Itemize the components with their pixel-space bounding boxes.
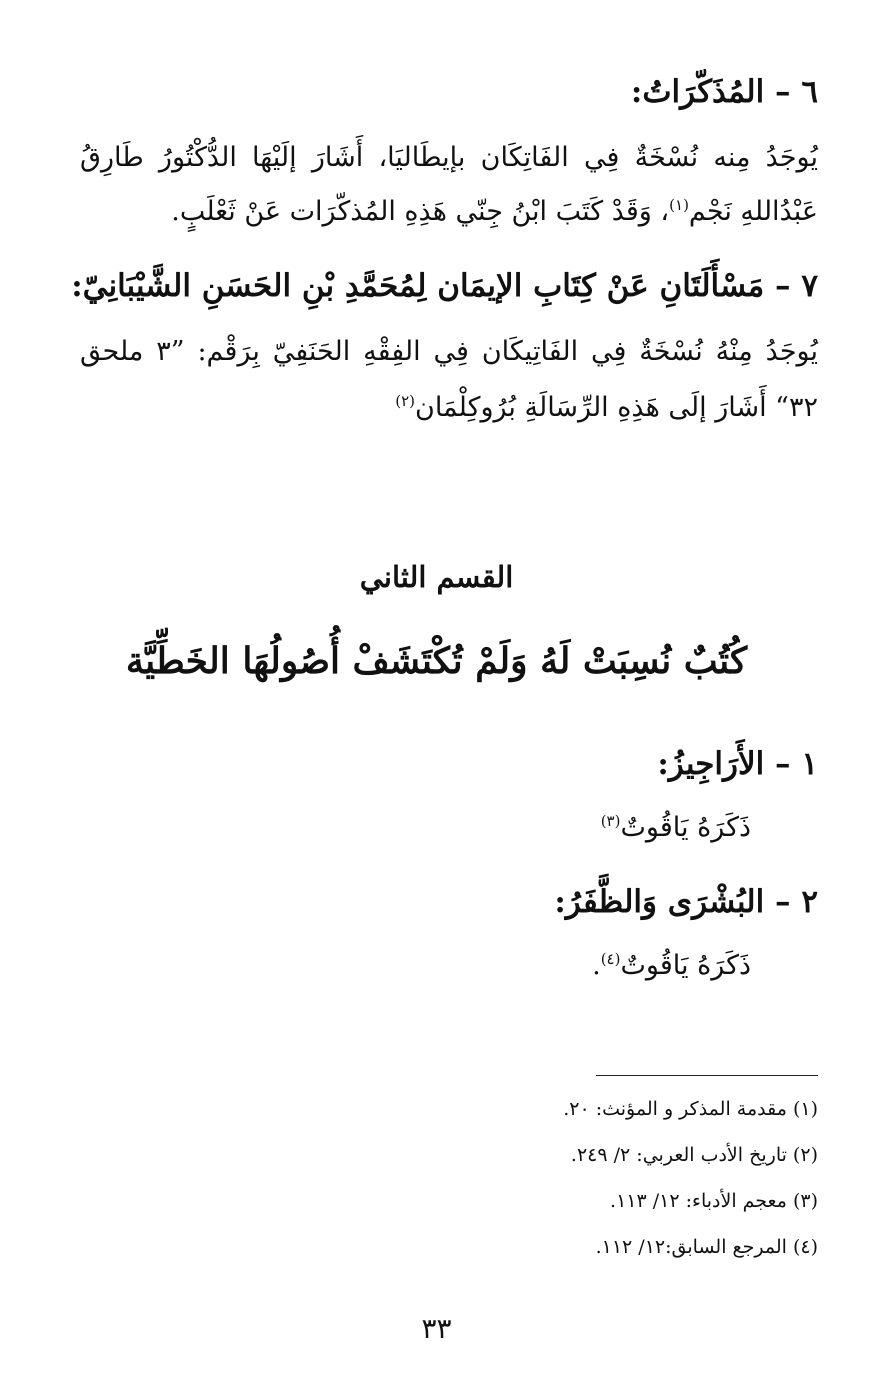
footnote-separator bbox=[596, 1075, 818, 1076]
part-2-item-1-body: ذَكَرَهُ يَاقُوتٌ bbox=[620, 812, 751, 843]
footnote-2: (٢) تاريخ الأدب العربي: ٢/ ٢٤٩. bbox=[570, 1144, 818, 1166]
footnote-4: (٤) المرجع السابق:١٢/ ١١٢. bbox=[595, 1236, 818, 1258]
footnote-ref-2[interactable]: (٢) bbox=[395, 392, 415, 410]
section-7-paragraph-line-1: يُوجَدُ مِنْهُ نُسْخَةٌ فِي الفَاتِيكَان فِي الفِقْهِ الحَنَفِيّ بِرَقْم: ”٣ ملحق bbox=[80, 336, 818, 367]
section-7-heading: ٧ – مَسْأَلَتَانِ عَنْ كِتَابِ الإيمَان لِمُحَمَّدِ بْنِ الحَسَنِ الشَّيْبَانِيّ: bbox=[71, 268, 818, 304]
section-6-line-2-end: ، وَقَدْ كَتَبَ ابْنُ جِنّي هَذِهِ المُذكّرَات عَنْ ثَعْلَبٍ. bbox=[171, 196, 670, 227]
footnote-ref-4[interactable]: (٤) bbox=[600, 950, 621, 968]
part-2-item-2-suffix: . bbox=[592, 950, 601, 981]
part-2-item-1-text bbox=[601, 812, 751, 843]
footnote-ref-1[interactable]: (١) bbox=[669, 196, 689, 214]
page-number: ٣٣ bbox=[421, 1312, 452, 1345]
part-2-item-2-heading: ٢ – البُشْرَى وَالظَّفَرُ: bbox=[554, 884, 818, 920]
part-2-title: القسم الثاني bbox=[359, 560, 514, 594]
part-2-item-2-body: ذَكَرَهُ يَاقُوتٌ bbox=[620, 950, 751, 981]
section-6-paragraph-line-1: يُوجَدُ مِنه نُسْخَةٌ فِي الفَاتِكَان بإيطَاليَا، أَشَارَ إلَيْهَا الدُّكْتُورُ طَارِقُ bbox=[80, 142, 818, 173]
footnote-ref-3[interactable]: (٣) bbox=[600, 812, 621, 830]
footnote-3: (٣) معجم الأدباء: ١٢/ ١١٣. bbox=[610, 1190, 818, 1212]
section-7-paragraph-line-2 bbox=[80, 392, 818, 423]
footnote-1: (١) مقدمة المذكر و المؤنث: ٢٠. bbox=[563, 1098, 818, 1120]
section-6-paragraph-line-2 bbox=[80, 196, 818, 227]
part-2-subtitle: كُتُبٌ نُسِبَتْ لَهُ وَلَمْ تُكْتَشَفْ أُصُولُهَا الخَطِّيَّة bbox=[125, 640, 748, 682]
section-7-line-2-text: ٣٢“ أَشَارَ إلَى هَذِهِ الرِّسَالَةِ بُرُوكِلْمَان bbox=[415, 392, 818, 423]
part-2-item-1-heading: ١ – الأَرَاجِيزُ: bbox=[657, 746, 818, 782]
section-6-line-2-start: عَبْدُاللهِ نَجْم bbox=[688, 196, 818, 227]
section-6-heading: ٦ – المُذَكّرَاتُ: bbox=[630, 74, 818, 110]
part-2-item-2-text bbox=[592, 950, 751, 981]
